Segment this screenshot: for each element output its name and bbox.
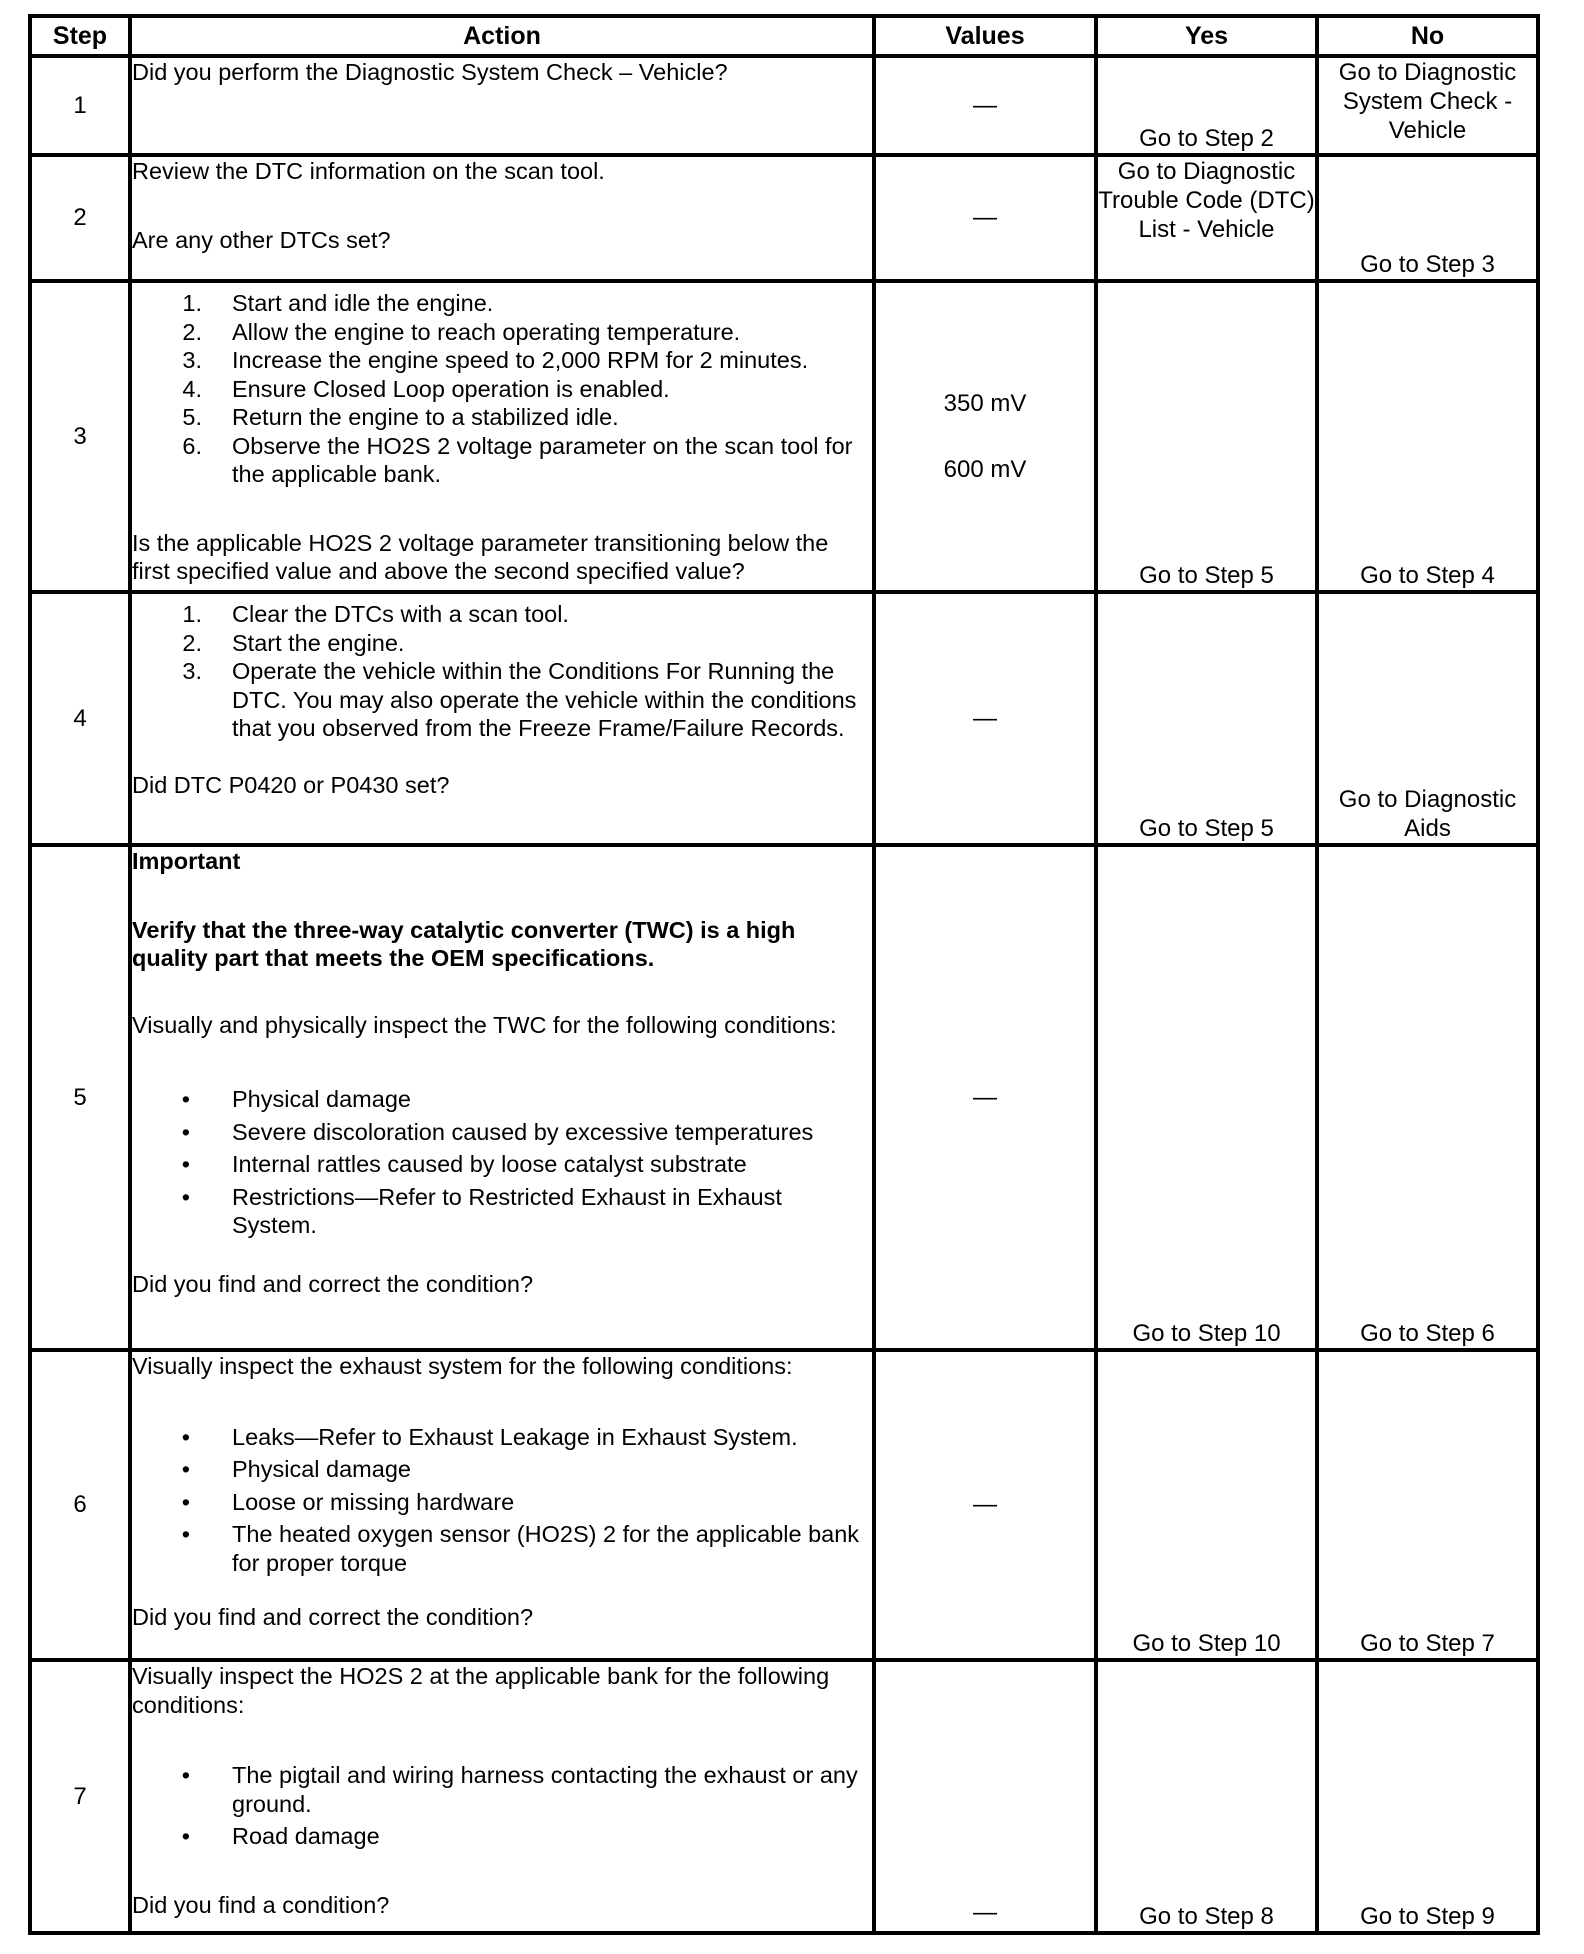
diagnostic-table <box>28 14 1540 1935</box>
action-cell <box>130 592 874 845</box>
question-text: Is the applicable HO2S 2 voltage parameter transitioning below the first specified value and above the second specified value? <box>132 529 829 584</box>
condition-list <box>132 1423 872 1578</box>
step-number: 6 <box>30 1350 130 1660</box>
list-item: • The pigtail and wiring harness contacting the exhaust or any ground. <box>132 1761 872 1818</box>
no-cell: Go to Step 9 <box>1317 1660 1538 1933</box>
yes-cell: Go to Step 10 <box>1096 1350 1317 1660</box>
value-cell: — <box>874 1350 1096 1660</box>
table-row <box>30 1350 1538 1660</box>
value-cell: — <box>874 592 1096 845</box>
list-item: • The heated oxygen sensor (HO2S) 2 for the applicable bank for proper torque <box>132 1520 872 1577</box>
step-list <box>132 289 872 489</box>
list-item: 1. Clear the DTCs with a scan tool. <box>182 601 569 627</box>
no-cell: Go to Step 6 <box>1317 845 1538 1350</box>
action-cell <box>130 281 874 592</box>
intro-text: Visually and physically inspect the TWC for the following conditions: <box>132 1011 837 1038</box>
no-cell: Go to Step 3 <box>1317 155 1538 281</box>
yes-cell: Go to Step 5 <box>1096 592 1317 845</box>
table-row <box>30 592 1538 845</box>
step-number: 7 <box>30 1660 130 1933</box>
step-number: 2 <box>30 155 130 281</box>
list-item: 2. Start the engine. <box>182 629 405 656</box>
question-text: Did you find and correct the condition? <box>132 1604 534 1630</box>
bullet-icon: • <box>181 1423 190 1450</box>
question-text: Did you perform the Diagnostic System Check – Vehicle? <box>132 59 728 85</box>
question-text: Are any other DTCs set? <box>132 226 391 253</box>
table-row <box>30 1660 1538 1933</box>
action-cell <box>130 155 874 281</box>
header-step: Step <box>30 16 130 56</box>
value-cell: — <box>874 56 1096 155</box>
header-values: Values <box>874 16 1096 56</box>
list-item: 3. Operate the vehicle within the Conditions For Running the DTC. You may also operate the vehicle within the conditions that you observed from the Freeze Frame/Failure Records. <box>182 658 857 741</box>
header-yes: Yes <box>1096 16 1317 56</box>
intro-text: Visually inspect the exhaust system for the following conditions: <box>132 1353 793 1379</box>
bullet-icon: • <box>181 1151 190 1177</box>
no-cell: Go to Diagnostic Aids <box>1317 592 1538 845</box>
value-cell: — <box>874 845 1096 1350</box>
question-text: Did DTC P0420 or P0430 set? <box>132 771 450 798</box>
table-row <box>30 845 1538 1350</box>
important-text: Verify that the three-way catalytic converter (TWC) is a high quality part that meets the OEM specifications. <box>132 916 796 971</box>
list-item: • Loose or missing hardware <box>132 1488 872 1517</box>
list-item: • Road damage <box>132 1822 872 1851</box>
value-high: 600 mV <box>943 455 1027 483</box>
bullet-icon: • <box>181 1488 190 1515</box>
condition-list <box>132 1761 872 1851</box>
list-item: 1. Start and idle the engine. <box>182 290 494 316</box>
list-item: 3. Increase the engine speed to 2,000 RPM for 2 minutes. <box>182 347 809 373</box>
instruction-text: Review the DTC information on the scan tool. <box>132 158 605 184</box>
header-row <box>30 16 1538 56</box>
action-cell <box>130 1660 874 1933</box>
list-item: • Physical damage <box>132 1085 872 1114</box>
yes-cell: Go to Step 2 <box>1096 56 1317 155</box>
step-number: 3 <box>30 281 130 592</box>
bullet-icon: • <box>181 1086 190 1112</box>
yes-cell: Go to Step 8 <box>1096 1660 1317 1933</box>
value-cell: — <box>874 155 1096 281</box>
action-cell <box>130 845 874 1350</box>
yes-cell: Go to Step 5 <box>1096 281 1317 592</box>
question-text: Did you find and correct the condition? <box>132 1270 534 1297</box>
table-row <box>30 281 1538 592</box>
list-item: • Internal rattles caused by loose catalyst substrate <box>132 1150 872 1179</box>
list-item: • Restrictions—Refer to Restricted Exhaust in Exhaust System. <box>132 1183 872 1240</box>
important-heading: Important <box>132 848 241 874</box>
bullet-icon: • <box>181 1823 190 1849</box>
yes-cell: Go to Step 10 <box>1096 845 1317 1350</box>
action-cell <box>130 56 874 155</box>
bullet-icon: • <box>181 1456 190 1482</box>
table-row <box>30 56 1538 155</box>
list-item: • Severe discoloration caused by excessive temperatures <box>132 1118 872 1147</box>
list-item: 6. Observe the HO2S 2 voltage parameter on the scan tool for the applicable bank. <box>182 432 853 487</box>
bullet-icon: • <box>181 1118 190 1145</box>
list-item: 4. Ensure Closed Loop operation is enabled. <box>182 375 670 402</box>
bullet-icon: • <box>181 1183 190 1210</box>
bullet-icon: • <box>181 1762 190 1788</box>
table-row <box>30 155 1538 281</box>
action-cell <box>130 1350 874 1660</box>
bullet-icon: • <box>181 1521 190 1547</box>
header-action: Action <box>130 16 874 56</box>
header-no: No <box>1317 16 1538 56</box>
list-item: • Physical damage <box>132 1455 872 1484</box>
no-cell: Go to Step 7 <box>1317 1350 1538 1660</box>
value-cell: — <box>874 1660 1096 1933</box>
list-item: 2. Allow the engine to reach operating temperature. <box>182 318 741 345</box>
step-list <box>132 600 872 743</box>
step-number: 1 <box>30 56 130 155</box>
value-low: 350 mV <box>943 389 1027 417</box>
no-cell: Go to Step 4 <box>1317 281 1538 592</box>
step-number: 4 <box>30 592 130 845</box>
step-number: 5 <box>30 845 130 1350</box>
list-item: 5. Return the engine to a stabilized idle. <box>182 404 619 430</box>
list-item: • Leaks—Refer to Exhaust Leakage in Exhaust System. <box>132 1423 872 1452</box>
yes-cell: Go to Diagnostic Trouble Code (DTC) List - Vehicle <box>1096 155 1317 281</box>
condition-list <box>132 1085 872 1240</box>
no-cell: Go to Diagnostic System Check - Vehicle <box>1317 56 1538 155</box>
intro-text: Visually inspect the HO2S 2 at the applicable bank for the following conditions: <box>132 1663 830 1718</box>
value-cell <box>874 281 1096 592</box>
question-text: Did you find a condition? <box>132 1891 390 1918</box>
